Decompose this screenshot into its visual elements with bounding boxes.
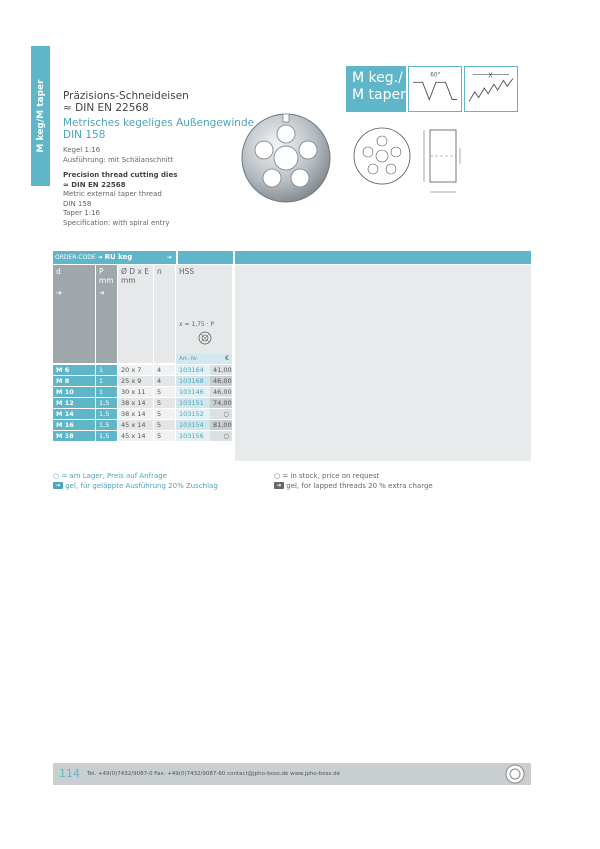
company-logo-icon	[505, 764, 525, 784]
table-row	[53, 431, 233, 441]
cell-price: 46,00	[210, 387, 232, 397]
table-row	[53, 398, 233, 408]
product-subtitle	[63, 117, 254, 141]
cell-price: 41,00	[210, 365, 232, 375]
product-description	[63, 146, 177, 228]
cell-price: 74,00	[210, 398, 232, 408]
notes-german	[53, 472, 218, 491]
sort-arrow-d-icon: ➔	[56, 289, 62, 297]
cell-art: 103156	[176, 431, 210, 441]
title-line2: ≈ DIN EN 22568	[63, 102, 149, 114]
cell-p: 1	[96, 387, 117, 397]
col-head-d	[53, 265, 95, 363]
currency-label: €	[225, 355, 229, 362]
desc-en-spec: Specification: with spiral entry	[63, 218, 170, 227]
col-head-n	[154, 265, 175, 363]
order-code-label: ORDER-CODE	[55, 254, 96, 261]
desc-de-taper: Kegel 1:16	[63, 146, 101, 154]
arrow-box-icon: ➔	[274, 482, 284, 489]
order-code-value: RU keg	[104, 253, 133, 261]
cell-n: 4	[154, 365, 175, 375]
cell-n: 4	[154, 376, 175, 386]
note-en-stock: ○ = in stock, price on request	[274, 472, 380, 480]
sort-arrow-p-icon: ➔	[99, 289, 105, 297]
cell-dxe: 38 x 14	[118, 409, 153, 419]
cell-art: 103154	[176, 420, 210, 430]
cell-d: M 8	[53, 376, 95, 386]
die-photo	[240, 112, 332, 204]
cell-art: 103152	[176, 409, 210, 419]
cell-n: 5	[154, 420, 175, 430]
thread-angle-text: 60°	[430, 72, 441, 79]
cell-p: 1	[96, 376, 117, 386]
col-dxe-unit: mm	[121, 276, 136, 285]
cell-price: ○	[210, 431, 232, 441]
col-p-unit: mm	[99, 276, 114, 285]
cell-n: 5	[154, 387, 175, 397]
cell-d: M 14	[53, 409, 95, 419]
note-de-lapped: gel, für geläppte Ausführung 20% Zuschlag	[65, 481, 218, 490]
cell-p: 1,5	[96, 398, 117, 408]
cell-dxe: 38 x 14	[118, 398, 153, 408]
thread-angle-icon	[408, 66, 462, 112]
cell-p: 1	[96, 365, 117, 375]
cell-n: 5	[154, 398, 175, 408]
order-code-bar	[53, 251, 531, 264]
desc-de-spec: Ausführung: mit Schälanschnitt	[63, 155, 174, 164]
x-formula: x = 1,75 · P	[179, 321, 215, 328]
desc-en-thread: Metric external taper thread	[63, 190, 162, 198]
category-line1: M keg./	[352, 70, 403, 86]
cell-dxe: 45 x 14	[118, 420, 153, 430]
cell-d: M 18	[53, 431, 95, 441]
order-code: ORDER-CODE ➔ RU keg ➔	[55, 253, 173, 261]
technical-drawing	[352, 126, 486, 210]
note-en-lapped: gel, for lapped threads 20 % extra charge	[286, 481, 433, 490]
cell-dxe: 45 x 14	[118, 431, 153, 441]
product-title	[63, 90, 189, 114]
notes-english	[274, 472, 433, 491]
table-row	[53, 376, 233, 386]
col-head-p	[96, 265, 117, 363]
cell-d: M 16	[53, 420, 95, 430]
page-number: 114	[59, 767, 80, 780]
table-row	[53, 409, 233, 419]
cell-p: 1,5	[96, 409, 117, 419]
contact-info: Tel. +49(0)7432/9087-0 Fax. +49(0)7432/9087-60 contact@jpho-boss.de www.jpho-boss.de	[87, 771, 340, 777]
cell-p: 1,5	[96, 431, 117, 441]
table-row	[53, 420, 233, 430]
desc-en-din: DIN 158	[63, 199, 92, 208]
col-n-label: n	[157, 267, 162, 276]
empty-panel	[235, 265, 531, 461]
cell-price: 46,00	[210, 376, 232, 386]
cell-d: M 10	[53, 387, 95, 397]
col-d-label: d	[56, 267, 61, 276]
side-tab-label: M keg/M taper	[35, 79, 46, 153]
col-hss-label: HSS	[179, 267, 195, 276]
cell-dxe: 30 x 11	[118, 387, 153, 397]
desc-en-title: Precision thread cutting dies	[63, 171, 178, 179]
category-line2: M taper	[352, 87, 406, 103]
arrow-box-icon: ➔	[53, 482, 63, 489]
thread-taper-icon	[464, 66, 518, 112]
cell-n: 5	[154, 409, 175, 419]
col-dxe-label: Ø D x E	[121, 267, 150, 276]
cell-d: M 12	[53, 398, 95, 408]
desc-en-taper: Taper 1:16	[63, 209, 100, 217]
note-de-stock: ○ = am Lager, Preis auf Anfrage	[53, 472, 167, 480]
title-line1: Präzisions-Schneideisen	[63, 90, 189, 102]
subtitle-line1: Metrisches kegeliges Außengewinde	[63, 117, 255, 129]
table-row	[53, 365, 233, 375]
subtitle-line2: DIN 158	[63, 129, 106, 141]
cell-d: M 6	[53, 365, 95, 375]
cell-n: 5	[154, 431, 175, 441]
page-footer	[53, 763, 531, 785]
col-p-label: P	[99, 267, 104, 276]
cell-art: 103164	[176, 365, 210, 375]
artnr-label: Art.-Nr.	[176, 354, 232, 364]
thread-x-text: X	[488, 71, 493, 80]
col-head-hss	[176, 265, 232, 363]
spiral-entry-icon	[198, 331, 212, 345]
desc-en-standard: ≈ DIN EN 22568	[63, 180, 126, 189]
cell-price: ○	[210, 409, 232, 419]
col-head-dxe	[118, 265, 153, 363]
cell-dxe: 20 x 7	[118, 365, 153, 375]
cell-art: 103168	[176, 376, 210, 386]
cell-p: 1,5	[96, 420, 117, 430]
side-tab	[31, 46, 50, 186]
category-label	[346, 66, 406, 112]
cell-price: 81,00	[210, 420, 232, 430]
cell-art: 103151	[176, 398, 210, 408]
cell-dxe: 25 x 9	[118, 376, 153, 386]
table-row	[53, 387, 233, 397]
cell-art: 103146	[176, 387, 210, 397]
